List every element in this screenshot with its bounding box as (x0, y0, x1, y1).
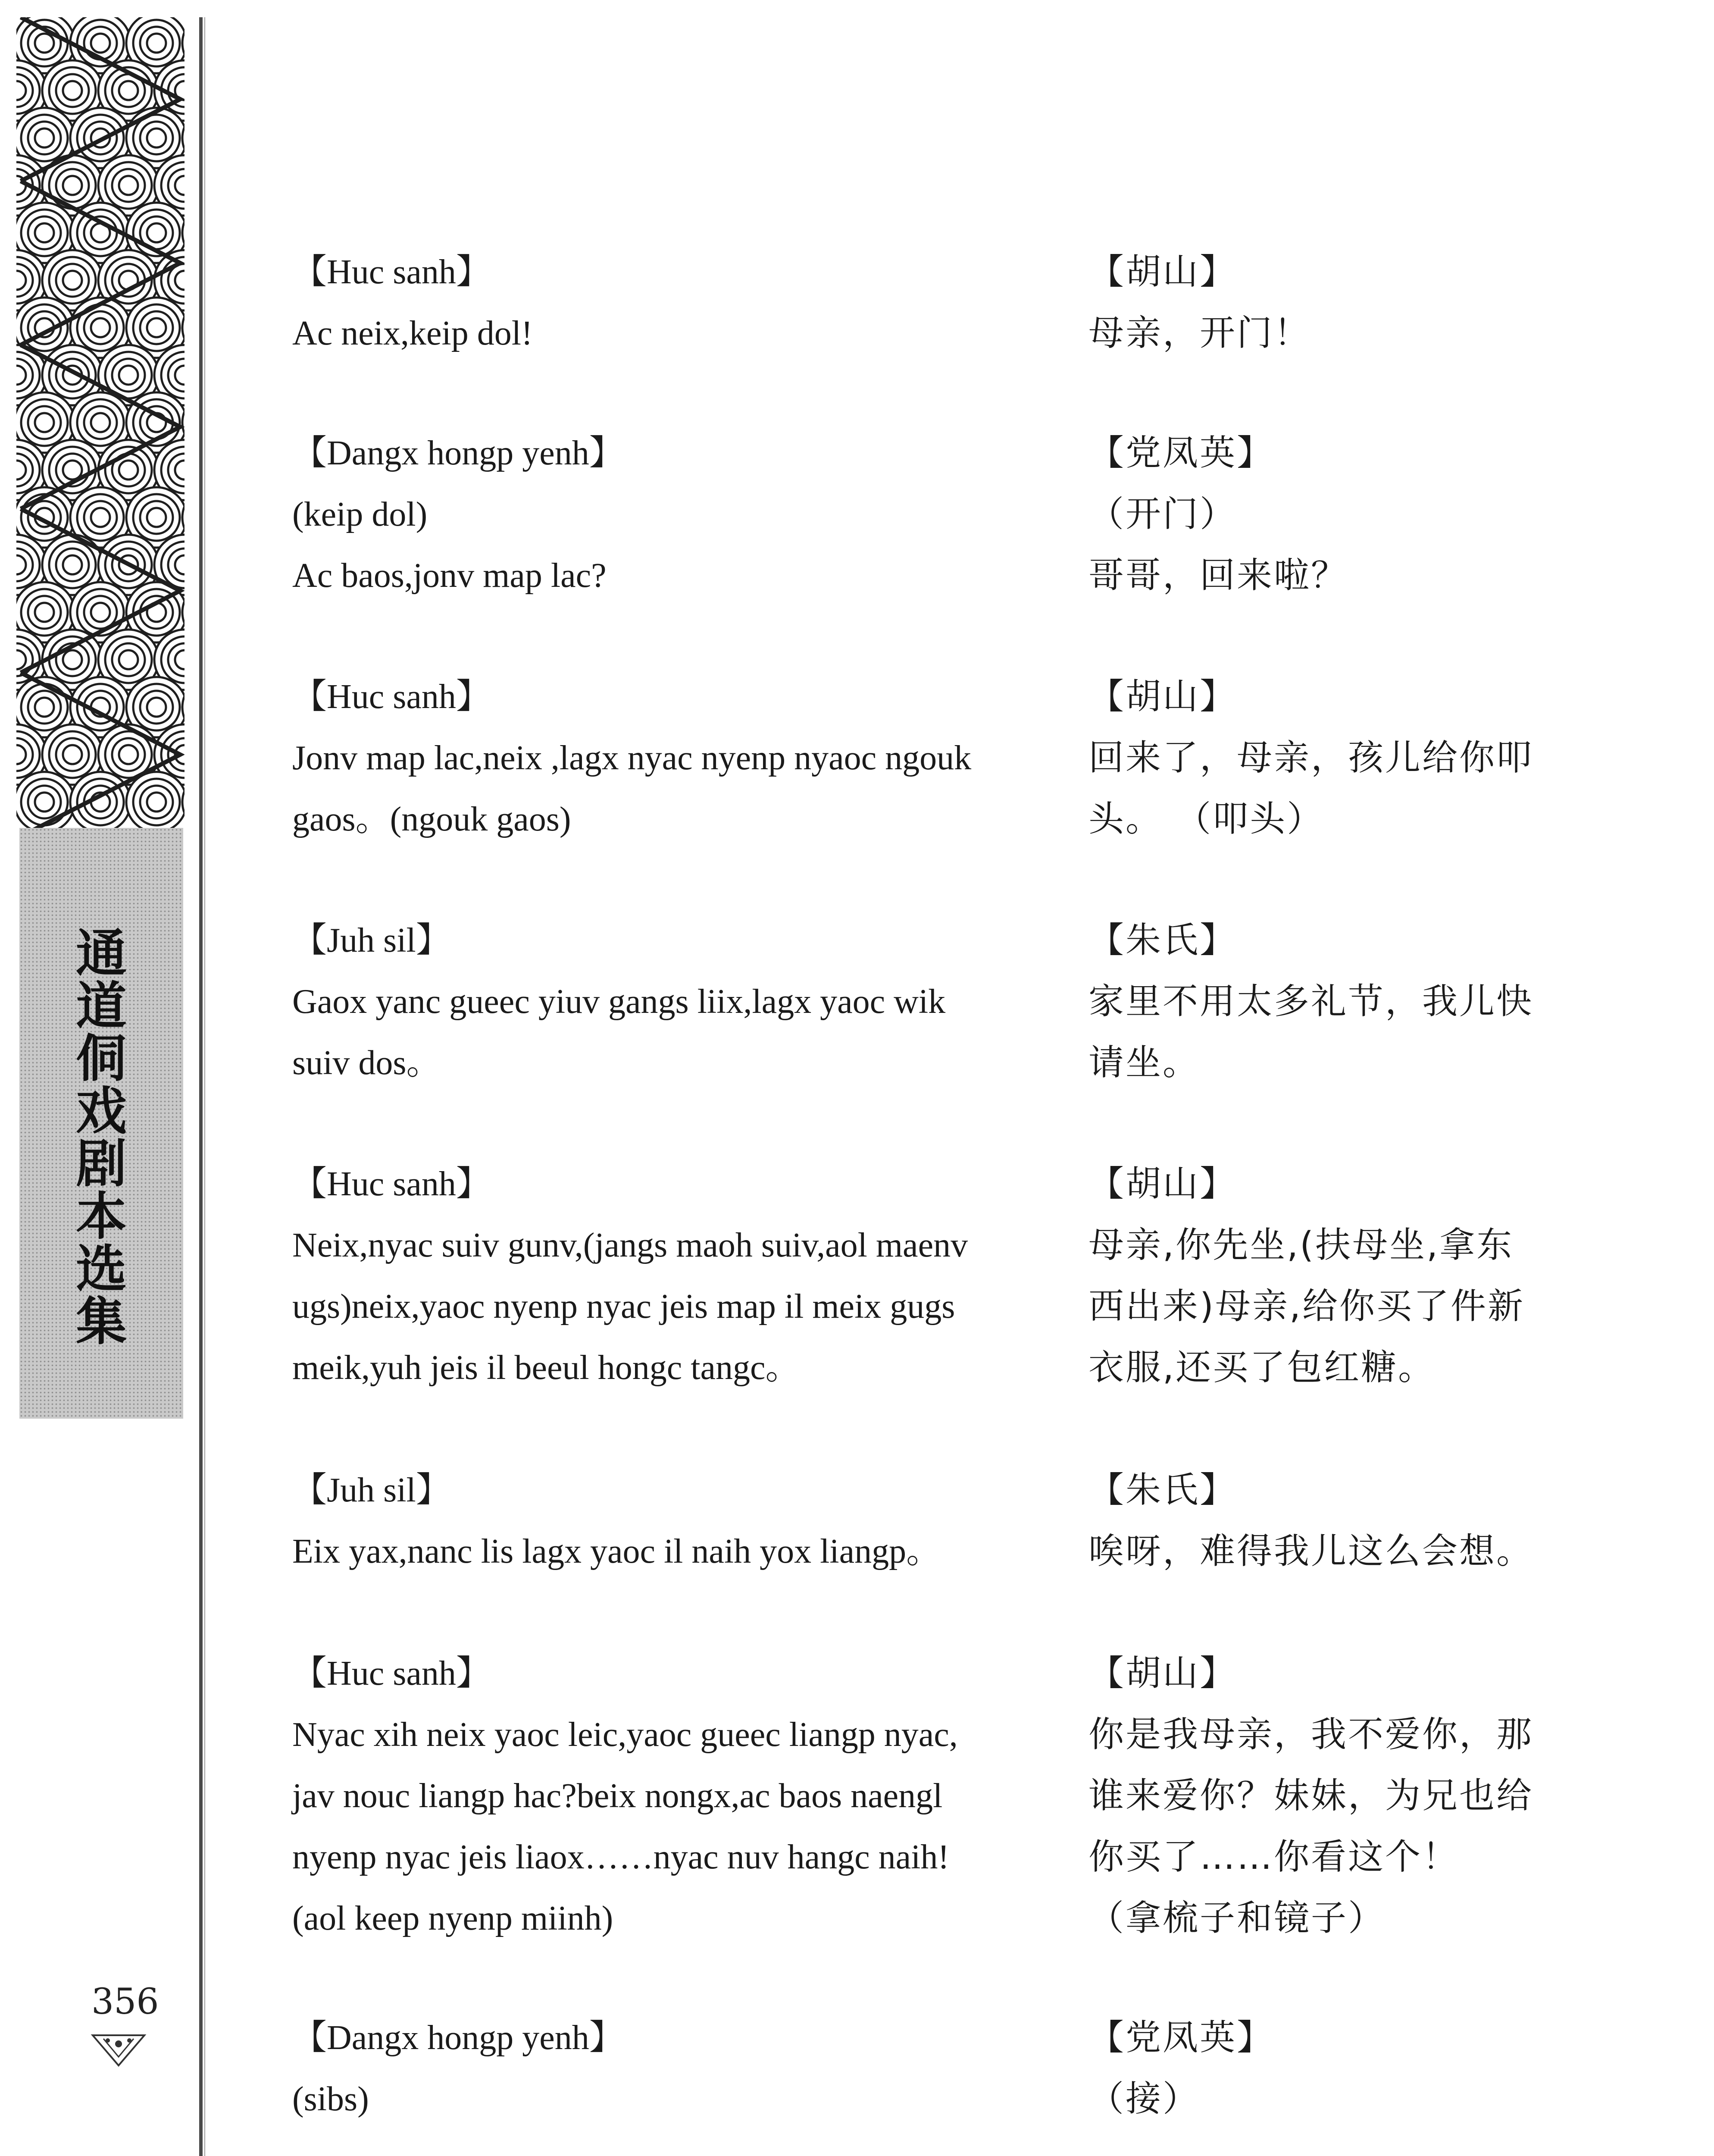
chinese-line: （拿梳子和镜子） (1088, 1898, 1386, 1939)
speaker-label-chinese: 【党凤英】 (1088, 2017, 1274, 2058)
speaker-label-dong: 【Huc sanh】 (292, 253, 491, 291)
dong-line: Ac baos,jonv map lac? (292, 557, 607, 595)
page-ornament-icon (88, 2031, 149, 2070)
dong-line: ugs)neix,yaoc nyenp nyac jeis map il meix gugs (292, 1288, 955, 1326)
dong-line: Eix yax,nanc lis lagx yaoc il naih yox liangp。 (292, 1532, 941, 1570)
dong-line: Gaox yanc gueec yiuv gangs liix,lagx yaoc wik (292, 983, 946, 1021)
chinese-line: 家里不用太多礼节，我儿快 (1088, 981, 1534, 1022)
chinese-line: （开门） (1088, 494, 1237, 535)
speaker-label-dong: 【Juh sil】 (292, 1471, 450, 1509)
dong-line: Ac neix,keip dol! (292, 314, 533, 352)
chinese-line: 唉呀，难得我儿这么会想。 (1088, 1531, 1534, 1572)
chinese-line: 西出来)母亲,给你买了件新 (1088, 1286, 1525, 1327)
chinese-line: 头。 （叩头） (1088, 799, 1324, 840)
book-title-panel (19, 828, 183, 1419)
chinese-text-column (1088, 1460, 1563, 1582)
dong-line: Jonv map lac,neix ,lagx nyac nyenp nyaoc ngouk (292, 739, 972, 777)
speaker-label-dong: 【Dangx hongp yenh】 (292, 2019, 624, 2057)
dong-text-column (292, 910, 1051, 1094)
dong-line: Neix,nyac suiv gunv,(jangs maoh suiv,aol maenv (292, 1226, 968, 1264)
chinese-line: 母亲，开门！ (1088, 313, 1311, 354)
speaker-label-chinese: 【朱氏】 (1088, 920, 1237, 961)
book-title-char: 道 (75, 976, 127, 1036)
dong-text-column (292, 423, 1051, 606)
chinese-line: 你是我母亲，我不爱你，那 (1088, 1714, 1534, 1755)
speaker-label-chinese: 【胡山】 (1088, 1653, 1237, 1694)
speaker-label-dong: 【Juh sil】 (292, 921, 450, 959)
dong-line: Nyac xih neix yaoc leic,yaoc gueec liangp nyac, (292, 1716, 958, 1754)
chinese-line: （接） (1088, 2078, 1200, 2119)
dong-text-column (292, 666, 1051, 850)
speaker-label-dong: 【Huc sanh】 (292, 678, 491, 716)
spine-divider-thin (204, 17, 205, 2156)
chinese-text-column (1088, 1153, 1563, 1398)
speaker-label-chinese: 【党凤英】 (1088, 432, 1274, 473)
speaker-label-dong: 【Dangx hongp yenh】 (292, 434, 624, 472)
page-number: 356 (91, 1981, 159, 2022)
dong-line: (keip dol) (292, 495, 428, 533)
speaker-label-chinese: 【胡山】 (1088, 251, 1237, 292)
dong-line: suiv dos。 (292, 1044, 441, 1082)
chinese-line: 你买了……你看这个！ (1088, 1836, 1460, 1877)
book-title-char: 侗 (75, 1029, 127, 1088)
dong-line: meik,yuh jeis il beeul hongc tangc。 (292, 1349, 800, 1387)
dong-text-column (292, 1643, 1051, 1949)
speaker-label-dong: 【Huc sanh】 (292, 1165, 491, 1203)
book-title-char: 通 (75, 924, 127, 983)
dong-line: (sibs) (292, 2080, 369, 2118)
dong-line: (aol keep nyenp miinh) (292, 1899, 613, 1937)
speaker-label-chinese: 【胡山】 (1088, 676, 1237, 717)
book-title (19, 924, 183, 1351)
book-title-char: 选 (75, 1239, 127, 1299)
book-title-char: 集 (75, 1292, 127, 1351)
chinese-line: 哥哥，回来啦？ (1088, 555, 1348, 596)
chinese-text-column (1088, 666, 1563, 850)
dong-line: gaos。(ngouk gaos) (292, 800, 571, 838)
dong-line: nyenp nyac jeis liaox……nyac nuv hangc naih! (292, 1838, 949, 1876)
chinese-text-column (1088, 241, 1563, 364)
dong-text-column (292, 1153, 1051, 1398)
book-title-char: 本 (75, 1187, 127, 1246)
dong-text-column (292, 2007, 1051, 2130)
book-title-char: 戏 (75, 1081, 127, 1141)
chinese-line: 衣服,还买了包红糖。 (1088, 1347, 1436, 1388)
speaker-label-dong: 【Huc sanh】 (292, 1655, 491, 1692)
dong-text-column (292, 1460, 1051, 1582)
chinese-line: 回来了，母亲，孩儿给你叩 (1088, 737, 1534, 778)
chinese-line: 母亲,你先坐,(扶母坐,拿东 (1088, 1225, 1514, 1266)
chinese-text-column (1088, 2007, 1563, 2130)
chinese-text-column (1088, 423, 1563, 606)
chinese-text-column (1088, 1643, 1563, 1949)
spine-divider (199, 17, 203, 2156)
dong-text-column (292, 241, 1051, 364)
book-title-char: 剧 (75, 1134, 127, 1194)
chinese-line: 请坐。 (1088, 1042, 1200, 1083)
dong-line: jav nouc liangp hac?beix nongx,ac baos naengl (292, 1777, 943, 1815)
speaker-label-chinese: 【朱氏】 (1088, 1470, 1237, 1510)
chinese-line: 谁来爱你？妹妹，为兄也给 (1088, 1775, 1534, 1816)
chinese-text-column (1088, 910, 1563, 1094)
speaker-label-chinese: 【胡山】 (1088, 1163, 1237, 1204)
